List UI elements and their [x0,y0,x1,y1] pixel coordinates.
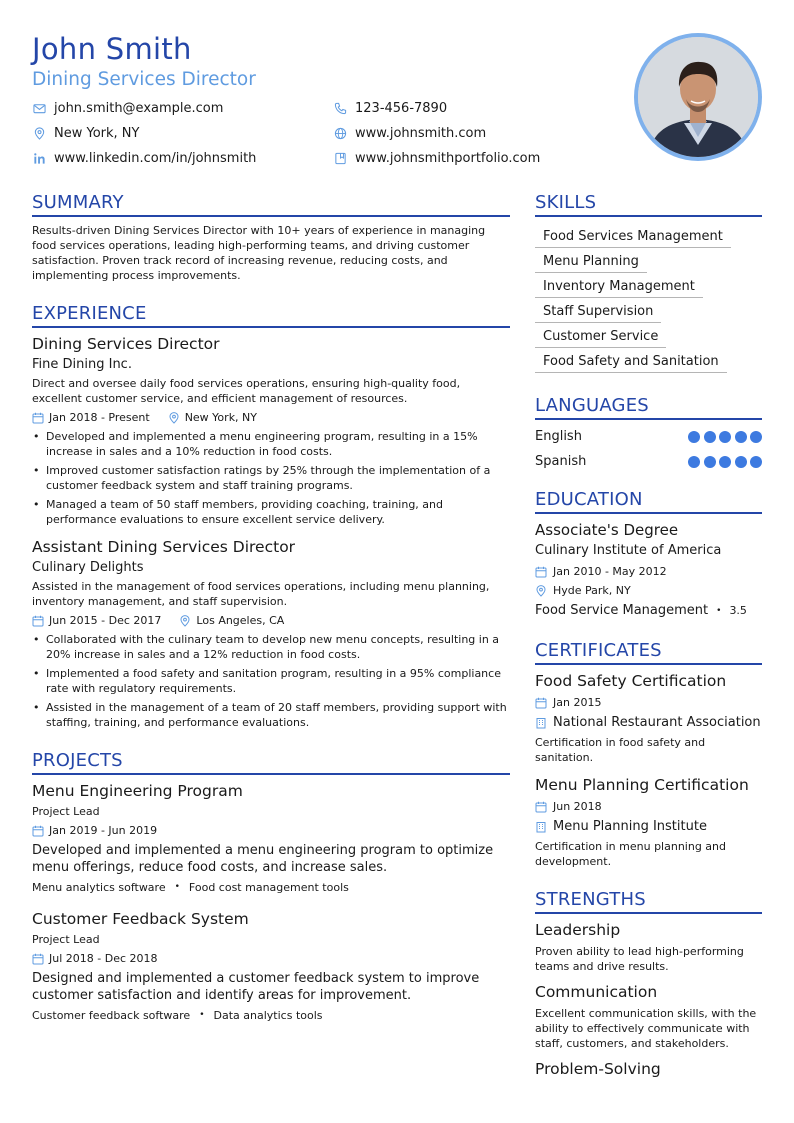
contact-portfolio[interactable] [333,151,540,166]
certificates-heading: CERTIFICATES [535,640,762,665]
calendar-icon [32,953,44,965]
language-row [535,453,762,471]
job-location: New York, NY [184,411,257,424]
project-meta [32,951,510,966]
job-description: Assisted in the management of food services operations, including menu planning, inventory management, and staff supervision. [32,580,490,608]
language-level-dots [685,431,763,443]
job-dates: Jun 2015 - Dec 2017 [49,614,162,627]
skills-list [535,225,762,375]
contact-website[interactable] [333,126,486,141]
degree: Associate's Degree [535,521,679,539]
certificate-entry [535,775,762,869]
summary-heading: SUMMARY [32,192,510,217]
portfolio-text: www.johnsmithportfolio.com [355,151,541,166]
contact-email[interactable] [32,101,223,116]
candidate-name: John Smith [32,32,192,66]
project-dates: Jan 2019 - Jun 2019 [49,824,158,837]
email-text: john.smith@example.com [54,101,224,116]
education-gpa: 3.5 [729,604,747,617]
tag: Food cost management tools [188,881,349,894]
left-column [32,192,510,1023]
location-pin-icon [535,585,547,597]
calendar-icon [32,412,44,424]
globe-icon [333,127,347,141]
certificate-date: Jan 2015 [553,696,602,709]
level-dot [704,431,716,443]
building-icon [535,717,547,729]
strength-entry [535,920,762,974]
job-bullets [32,429,510,527]
list-item: • Collaborated with the culinary team to develop new menu concepts, resulting in a 20% increase in sales and a 12% reduction in food costs. [32,632,510,662]
project-title: Menu Engineering Program [32,782,243,800]
linkedin-icon [32,152,46,166]
location-pin-icon [32,127,46,141]
contact-linkedin[interactable] [32,151,256,166]
level-dot [735,431,747,443]
list-item: • Improved customer satisfaction ratings by 25% through the implementation of a customer feedback system and staff training programs. [32,463,510,493]
job-entry [32,334,510,527]
job-company: Fine Dining Inc. [32,357,132,372]
skill-item: Inventory Management [535,277,703,298]
contact-location [32,126,139,141]
project-meta [32,823,510,838]
job-meta [32,613,510,628]
certificate-entry [535,671,762,765]
level-dot [750,431,762,443]
project-entry [32,909,510,1023]
profile-photo [634,33,762,161]
project-description: Designed and implemented a customer feedback system to improve customer satisfaction and identify areas for improvement. [32,971,480,1003]
job-description: Direct and oversee daily food services operations, ensuring high-quality food, excellent customer service, and efficient management of resources. [32,377,461,405]
strength-title: Leadership [535,921,621,939]
skills-heading: SKILLS [535,192,762,217]
level-dot [719,456,731,468]
education-dates: Jan 2010 - May 2012 [553,565,667,578]
strength-description: Proven ability to lead high-performing teams and drive results. [535,945,744,973]
project-role: Project Lead [32,805,100,818]
job-bullets [32,632,510,730]
calendar-icon [535,566,547,578]
contact-phone[interactable] [333,101,447,116]
strength-entry [535,1059,762,1079]
list-item: • Developed and implemented a menu engineering program, resulting in a 15% increase in sales and a 10% reduction in food costs. [32,429,510,459]
location-text: New York, NY [54,126,140,141]
project-entry [32,781,510,895]
experience-heading: EXPERIENCE [32,303,510,328]
school: Culinary Institute of America [535,543,722,558]
education-entry [535,520,762,620]
list-item: • Assisted in the management of a team of 20 staff members, providing support with staffing, training, and performance evaluations. [32,700,510,730]
strength-title: Communication [535,983,658,1001]
certificate-description: Certification in menu planning and development. [535,840,726,868]
tag: Menu analytics software [32,881,166,894]
phone-icon [333,102,347,116]
job-dates: Jan 2018 - Present [49,411,150,424]
strengths-heading: STRENGTHS [535,889,762,914]
building-icon [535,821,547,833]
job-company: Culinary Delights [32,560,144,575]
certificate-description: Certification in food safety and sanitation. [535,736,706,764]
project-tags: Customer feedback software • Data analytics tools [32,1009,323,1022]
projects-heading: PROJECTS [32,750,510,775]
level-dot [688,431,700,443]
tag: Data analytics tools [213,1009,323,1022]
list-item: • Managed a team of 50 staff members, providing coaching, training, and performance evaluations to ensure excellent service delivery. [32,497,510,527]
linkedin-text: www.linkedin.com/in/johnsmith [54,151,257,166]
website-text: www.johnsmith.com [355,126,487,141]
level-dot [750,456,762,468]
strength-title: Problem-Solving [535,1060,661,1078]
project-dates: Jul 2018 - Dec 2018 [49,952,158,965]
job-title: Dining Services Director [32,335,220,353]
job-title: Assistant Dining Services Director [32,538,296,556]
level-dot [688,456,700,468]
job-location: Los Angeles, CA [196,614,285,627]
tag: Customer feedback software [32,1009,191,1022]
education-heading: EDUCATION [535,489,762,514]
right-column [535,192,762,1079]
project-title: Customer Feedback System [32,910,249,928]
calendar-icon [535,801,547,813]
languages-heading: LANGUAGES [535,395,762,420]
language-row [535,428,762,446]
language-name: English [535,429,582,444]
job-meta [32,410,510,425]
level-dot [719,431,731,443]
resume-header [32,30,632,92]
strength-description: Excellent communication skills, with the ability to effectively communicate with staff, customers, and stakeholders. [535,1007,757,1050]
education-field: Food Service Management [535,603,709,618]
certificate-issuer: Menu Planning Institute [553,819,707,834]
location-pin-icon [168,412,180,424]
location-pin-icon [179,615,191,627]
level-dot [704,456,716,468]
strength-entry [535,982,762,1051]
certificate-issuer: National Restaurant Association [553,715,761,730]
certificate-date: Jun 2018 [553,800,602,813]
project-tags: Menu analytics software • Food cost management tools [32,881,349,894]
calendar-icon [32,825,44,837]
portfolio-icon [333,152,347,166]
project-description: Developed and implemented a menu engineering program to optimize menu offerings, reduce food costs, and increase sales. [32,843,494,875]
level-dot [735,456,747,468]
education-field-row: Food Service Management • 3.5 [535,603,747,618]
skill-item: Menu Planning [535,252,647,273]
list-item: • Implemented a food safety and sanitation program, resulting in a 95% compliance rate with regulatory requirements. [32,666,510,696]
skill-item: Customer Service [535,327,666,348]
language-level-dots [685,456,763,468]
job-entry [32,537,510,730]
certificate-title: Food Safety Certification [535,672,727,690]
language-name: Spanish [535,454,587,469]
certificate-title: Menu Planning Certification [535,776,749,794]
calendar-icon [32,615,44,627]
phone-text: 123-456-7890 [355,101,448,116]
skill-item: Staff Supervision [535,302,661,323]
avatar [638,37,758,157]
project-role: Project Lead [32,933,100,946]
calendar-icon [535,697,547,709]
summary-text: Results-driven Dining Services Director with 10+ years of experience in managing food services operations, leading high-performing teams, and driving customer satisfaction. Proven track record of increasing revenue, reducing costs, and implementing process improvements. [32,224,486,282]
skill-item: Food Safety and Sanitation [535,352,727,373]
candidate-title: Dining Services Director [32,69,256,90]
envelope-icon [32,102,46,116]
languages-list [535,428,762,471]
skill-item: Food Services Management [535,227,731,248]
education-location: Hyde Park, NY [553,584,631,597]
